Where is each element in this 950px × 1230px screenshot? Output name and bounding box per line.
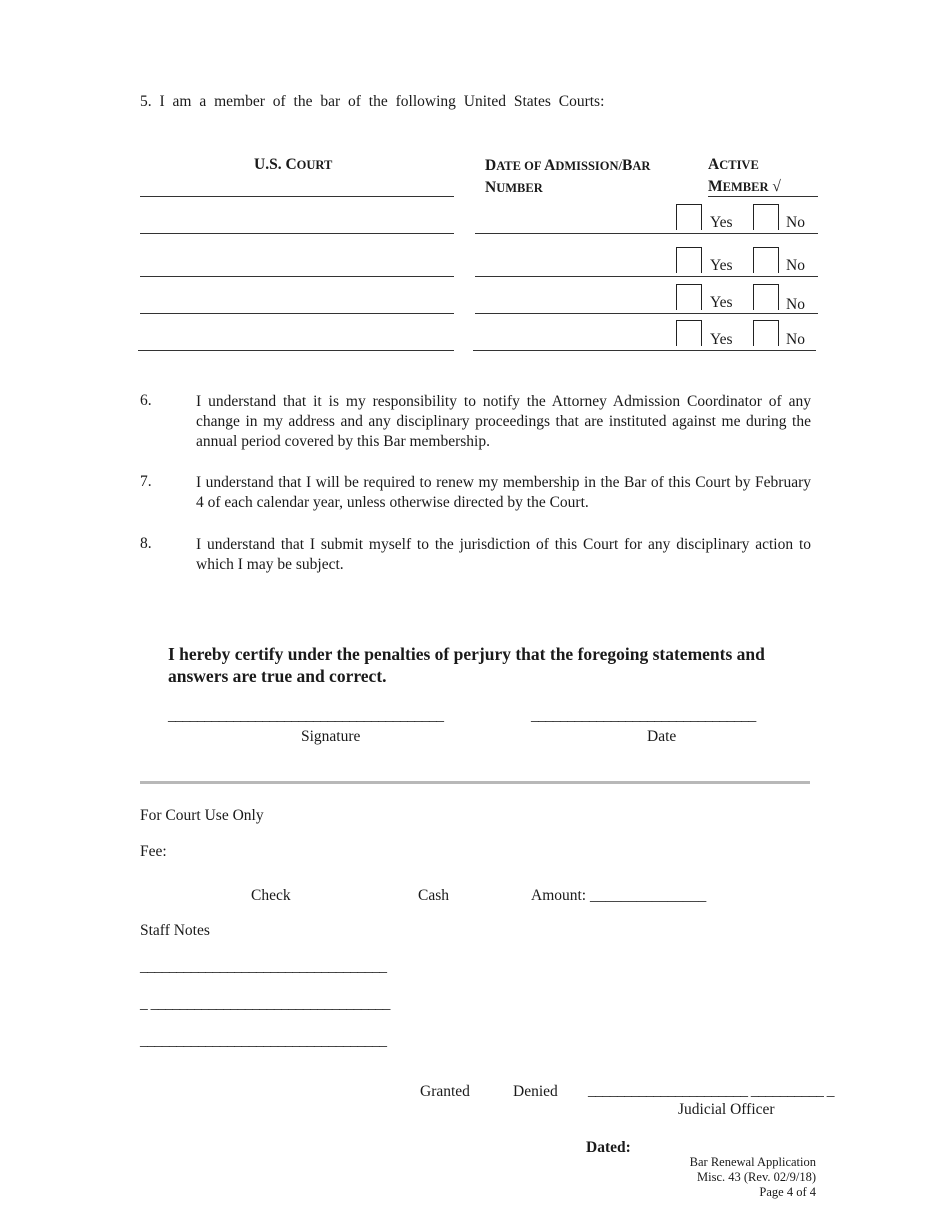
no-label-3: No — [786, 296, 805, 313]
dated-label: Dated: — [586, 1139, 631, 1156]
signature-label: Signature — [301, 728, 361, 745]
yes-label-2: Yes — [710, 257, 733, 274]
no-checkbox-2[interactable] — [753, 247, 779, 273]
no-label-4: No — [786, 331, 805, 348]
date-input-line-2[interactable] — [475, 276, 703, 277]
active-row-rule-4 — [703, 350, 816, 351]
amount-field[interactable]: Amount: _______________ — [531, 887, 707, 904]
footer-form-number: Misc. 43 (Rev. 02/9/18) — [697, 1170, 816, 1184]
no-label-1: No — [786, 214, 805, 231]
certification-statement: I hereby certify under the penalties of perjury that the foregoing statements and answers are true and correct. — [168, 644, 765, 686]
date-input-line-3[interactable] — [475, 313, 703, 314]
check-option: Check — [251, 887, 291, 904]
staff-note-line-2[interactable]: _ _________________________________ — [140, 995, 390, 1012]
section-divider — [140, 781, 810, 784]
yes-label-4: Yes — [710, 331, 733, 348]
active-row-rule-1 — [703, 233, 818, 234]
no-checkbox-1[interactable] — [753, 204, 779, 230]
yes-label-3: Yes — [710, 294, 733, 311]
court-input-line-3[interactable] — [140, 313, 454, 314]
footer-form-title: Bar Renewal Application — [689, 1155, 816, 1169]
column-header-court: U.S. COURT — [254, 156, 333, 173]
date-label: Date — [647, 728, 677, 745]
court-input-line-2[interactable] — [140, 276, 454, 277]
judicial-officer-label: Judicial Officer — [678, 1101, 775, 1118]
column-header-active-member: ACTIVE MEMBER √ — [708, 156, 781, 195]
item-7-text: I understand that I will be required to renew my membership in the Bar of this Court by February 4 of each calendar year, unless otherwise directed by the Court. — [196, 474, 811, 511]
court-input-line-1[interactable] — [140, 233, 454, 234]
no-label-2: No — [786, 257, 805, 274]
fee-label: Fee: — [140, 843, 167, 860]
active-row-rule-2 — [703, 276, 818, 277]
judicial-officer-line[interactable]: ______________________ __________ _ — [588, 1082, 834, 1099]
signature-line[interactable]: ______________________________________ — [168, 707, 444, 724]
no-checkbox-4[interactable] — [753, 320, 779, 346]
granted-option: Granted — [420, 1083, 470, 1100]
date-line[interactable]: _______________________________ — [531, 707, 756, 724]
denied-option: Denied — [513, 1083, 558, 1100]
cash-option: Cash — [418, 887, 449, 904]
item-6-number: 6. — [140, 392, 152, 409]
footer-page-number: Page 4 of 4 — [759, 1185, 816, 1199]
column-header-date-admission: DATE OF ADMISSION/BAR NUMBER — [485, 157, 651, 196]
page-footer — [690, 1155, 816, 1200]
no-checkbox-3[interactable] — [753, 284, 779, 310]
date-input-line-1[interactable] — [475, 233, 703, 234]
yes-checkbox-4[interactable] — [676, 320, 702, 346]
header-rule-court — [140, 196, 454, 197]
yes-checkbox-3[interactable] — [676, 284, 702, 310]
staff-note-line-1[interactable]: __________________________________ — [140, 958, 387, 975]
yes-label-1: Yes — [710, 214, 733, 231]
item-8-number: 8. — [140, 535, 152, 552]
date-input-line-4[interactable] — [473, 350, 703, 351]
court-use-title: For Court Use Only — [140, 807, 264, 824]
staff-notes-label: Staff Notes — [140, 922, 210, 939]
yes-checkbox-2[interactable] — [676, 247, 702, 273]
item-7-number: 7. — [140, 473, 152, 490]
yes-checkbox-1[interactable] — [676, 204, 702, 230]
item-8-text: I understand that I submit myself to the jurisdiction of this Court for any disciplinary action to which I may be subject. — [196, 536, 811, 573]
court-input-line-4[interactable] — [138, 350, 454, 351]
staff-note-line-3[interactable]: __________________________________ — [140, 1032, 387, 1049]
item-6-text: I understand that it is my responsibility to notify the Attorney Admission Coordinator of any change in my address and any disciplinary proceedings that are instituted against me during the annual period covered by this Bar membership. — [196, 393, 811, 450]
item-5-text: 5. I am a member of the bar of the following United States Courts: — [140, 93, 605, 110]
header-rule-active — [708, 196, 818, 197]
